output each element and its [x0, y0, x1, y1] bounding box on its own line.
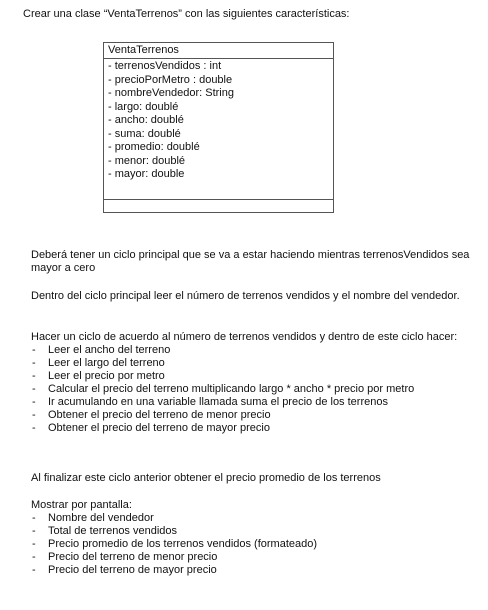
list-item — [31, 409, 471, 422]
uml-attribute: - menor: doublé — [108, 154, 186, 167]
uml-attribute: - ancho: doublé — [108, 114, 184, 126]
uml-attribute: - terrenosVendidos : int — [108, 60, 222, 72]
bullet-dash: - — [32, 357, 36, 369]
uml-attribute: - precioPorMetro : double — [108, 73, 233, 86]
uml-attribute: - promedio: doublé — [108, 141, 200, 153]
list-item — [31, 564, 471, 577]
list-item-text: Leer el ancho del terreno — [48, 344, 171, 356]
list-item — [31, 370, 471, 383]
list-item — [31, 422, 471, 435]
list-item — [31, 357, 471, 370]
list-item-text: Precio del terreno de mayor precio — [48, 564, 217, 576]
uml-class-name: VentaTerrenos — [104, 43, 333, 59]
intro-text: Crear una clase “VentaTerrenos” con las siguientes características: — [23, 8, 350, 20]
list-item — [31, 525, 471, 538]
bullet-dash: - — [32, 396, 36, 408]
bullet-dash: - — [32, 383, 36, 395]
bullet-dash: - — [32, 538, 36, 550]
uml-attribute: - suma: doublé — [108, 127, 181, 140]
loop-condition-text: Deberá tener un ciclo principal que se va a estar haciendo mientras terrenosVendidos sea mayor a cero — [31, 249, 470, 274]
list-item-text: Total de terrenos vendidos — [48, 525, 178, 537]
list-item-text: Precio del terreno de menor precio — [48, 551, 218, 563]
bullet-dash: - — [32, 370, 36, 382]
output-items-list — [31, 512, 471, 577]
bullet-dash: - — [32, 512, 36, 524]
list-item-text: Leer el largo del terreno — [48, 357, 165, 369]
uml-attribute: - mayor: double — [108, 168, 185, 180]
list-item-text: Obtener el precio del terreno de mayor precio — [48, 422, 270, 434]
uml-attribute: - nombreVendedor: String — [108, 87, 234, 99]
after-loop-paragraph — [31, 472, 471, 485]
list-item-text: Obtener el precio del terreno de menor precio — [48, 409, 271, 421]
uml-methods-section — [104, 200, 333, 213]
output-intro-text: Mostrar por pantalla: — [31, 499, 132, 511]
list-item — [31, 512, 471, 525]
read-inputs-text: Dentro del ciclo principal leer el número de terrenos vendidos y el nombre del vendedor. — [31, 290, 460, 302]
uml-attribute: - largo: doublé — [108, 100, 179, 113]
list-item-text: Ir acumulando en una variable llamada suma el precio de los terrenos — [48, 396, 388, 408]
inner-loop-intro-text: Hacer un ciclo de acuerdo al número de terrenos vendidos y dentro de este ciclo hacer: — [31, 331, 458, 343]
list-item-text: Precio promedio de los terrenos vendidos (formateado) — [48, 538, 318, 550]
list-item-text: Leer el precio por metro — [48, 370, 165, 382]
list-item — [31, 383, 471, 396]
bullet-dash: - — [32, 344, 36, 356]
bullet-dash: - — [32, 409, 36, 421]
bullet-dash: - — [32, 564, 36, 576]
after-loop-text: Al finalizar este ciclo anterior obtener el precio promedio de los terrenos — [31, 472, 381, 484]
bullet-dash: - — [32, 525, 36, 537]
list-item — [31, 396, 471, 409]
bullet-dash: - — [32, 422, 36, 434]
uml-class-diagram — [103, 42, 334, 213]
output-section — [31, 499, 471, 577]
list-item-text: Nombre del vendedor — [48, 512, 154, 524]
loop-condition-paragraph — [31, 249, 471, 275]
list-item — [31, 344, 471, 357]
inner-loop-steps-list — [31, 344, 471, 435]
list-item — [31, 551, 471, 564]
uml-attributes-section — [104, 59, 333, 200]
read-inputs-paragraph — [31, 290, 471, 303]
list-item-text: Calcular el precio del terreno multiplicando largo * ancho * precio por metro — [48, 383, 415, 395]
bullet-dash: - — [32, 551, 36, 563]
list-item — [31, 538, 471, 551]
inner-loop-section — [31, 331, 471, 435]
